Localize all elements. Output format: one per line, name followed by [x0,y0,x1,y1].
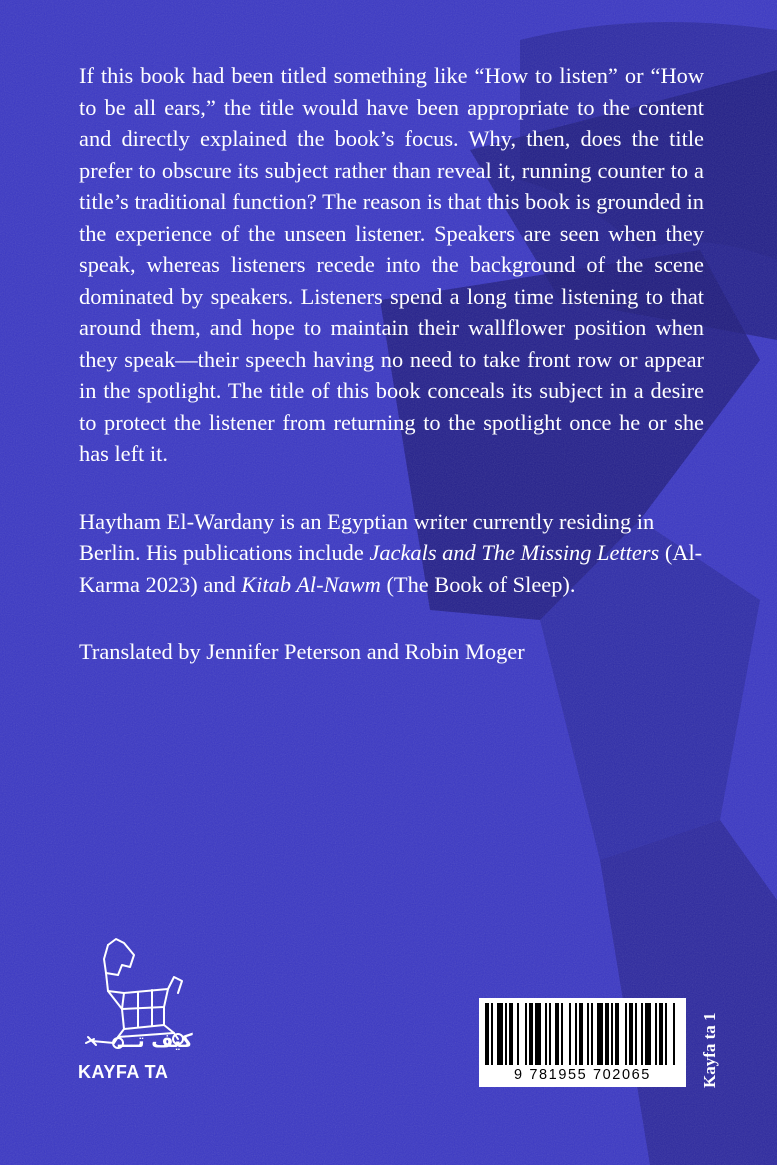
series-label: Kayfa ta 1 [700,1012,719,1088]
isbn-barcode [479,998,686,1087]
publisher-name-arabic: كيف تـــ [118,1030,193,1052]
barcode-bar [579,1003,583,1065]
barcode-bar [485,1003,489,1065]
publisher-name: KAYFA TA [78,1062,169,1082]
barcode-bar [505,1003,507,1065]
translator-credit: Translated by Jennifer Peterson and Robin Moger [79,639,525,664]
barcode-bar [509,1003,513,1065]
author-bio [79,506,704,601]
barcode-bar [665,1003,667,1065]
barcode-bar [645,1003,651,1065]
isbn-number: 9 781955 702065 [514,1067,651,1083]
barcode-bar [517,1003,519,1065]
barcode-bar [529,1003,533,1065]
barcode-bar [575,1003,577,1065]
barcode-bar [611,1003,613,1065]
barcode-bar [615,1003,619,1065]
barcode-bar [587,1003,589,1065]
barcode-bar [605,1003,609,1065]
barcode-bar [525,1003,527,1065]
barcode-bar [569,1003,571,1065]
barcode-bar [659,1003,663,1065]
author-bio-title-2: Kitab Al-Nawm [241,571,381,597]
barcode-bar [535,1003,541,1065]
author-bio-text-2: (Al-Karma 2023) and [79,540,703,597]
description-paragraph: If this book had been titled something like “How to listen” or “How to be all ears,” the title would have been appropriate to the content and directly explained the book’s focus. Why, then, does the title prefer to obscure its subject rather than reveal it, running counter to a title’s traditional function? The reason is that this book is grounded in the experience of the unseen listener. Speakers are seen when they speak, whereas listeners recede into the background of the scene dominated by speakers. Listeners spend a long time listening to that around them, and hope to maintain their wallflower position when they speak—their speech having no need to take front row or appear in the spotlight. The title of this book conceals its subject in a desire to protect the listener from returning to the spotlight once he or she has left it. [79,63,704,466]
barcode-bar [591,1003,593,1065]
barcode-bar [625,1003,627,1065]
barcode-bar [597,1003,603,1065]
barcode-bar [629,1003,633,1065]
barcode-bar [497,1003,503,1065]
barcode-bar [561,1003,563,1065]
barcode-bar [545,1003,547,1065]
author-bio-text-3: (The Book of Sleep). [380,571,576,597]
barcode-bar [549,1003,551,1065]
barcode-bar [491,1003,493,1065]
author-bio-text-1: Haytham El-Wardany is an Egyptian writer currently residing in Berlin. His publications include [79,508,655,565]
barcode-bar [655,1003,657,1065]
blurb-text [79,60,704,704]
barcode-bars [485,1003,680,1069]
author-bio-title-1: Jackals and The Missing Letters [369,540,660,565]
barcode-bar [673,1003,675,1065]
barcode-bar [555,1003,559,1065]
barcode-bar [635,1003,637,1065]
barcode-bar [641,1003,643,1065]
